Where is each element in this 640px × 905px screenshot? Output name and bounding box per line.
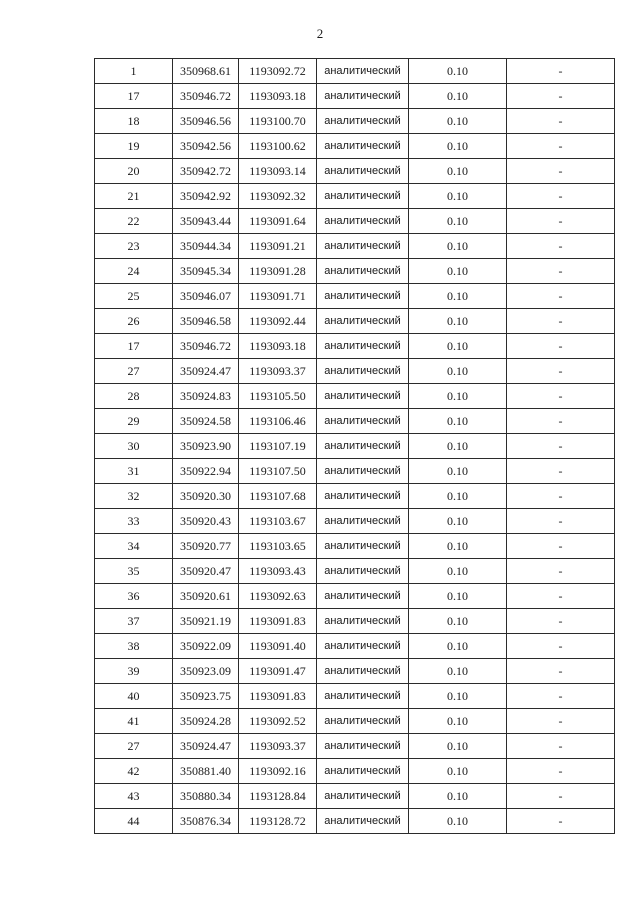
accuracy-cell: 0.10 (409, 159, 507, 184)
y-coordinate-cell: 1193093.37 (239, 359, 317, 384)
method-cell: аналитический (317, 609, 409, 634)
point-number-cell: 32 (95, 484, 173, 509)
note-cell: - (507, 109, 615, 134)
y-coordinate-cell: 1193107.68 (239, 484, 317, 509)
accuracy-cell: 0.10 (409, 284, 507, 309)
accuracy-cell: 0.10 (409, 559, 507, 584)
note-cell: - (507, 684, 615, 709)
y-coordinate-cell: 1193100.70 (239, 109, 317, 134)
table-row (95, 784, 615, 809)
note-cell: - (507, 209, 615, 234)
note-cell: - (507, 709, 615, 734)
table-row (95, 709, 615, 734)
y-coordinate-cell: 1193092.63 (239, 584, 317, 609)
point-number-cell: 26 (95, 309, 173, 334)
table-row (95, 134, 615, 159)
accuracy-cell: 0.10 (409, 134, 507, 159)
table-row (95, 609, 615, 634)
method-cell: аналитический (317, 434, 409, 459)
point-number-cell: 30 (95, 434, 173, 459)
table-row (95, 559, 615, 584)
note-cell: - (507, 284, 615, 309)
table-row (95, 509, 615, 534)
y-coordinate-cell: 1193093.14 (239, 159, 317, 184)
note-cell: - (507, 409, 615, 434)
method-cell: аналитический (317, 709, 409, 734)
accuracy-cell: 0.10 (409, 734, 507, 759)
table-row (95, 484, 615, 509)
y-coordinate-cell: 1193103.65 (239, 534, 317, 559)
accuracy-cell: 0.10 (409, 534, 507, 559)
note-cell: - (507, 359, 615, 384)
note-cell: - (507, 634, 615, 659)
method-cell: аналитический (317, 784, 409, 809)
method-cell: аналитический (317, 359, 409, 384)
page-number: 2 (316, 26, 324, 41)
point-number-cell: 21 (95, 184, 173, 209)
x-coordinate-cell: 350924.47 (173, 359, 239, 384)
point-number-cell: 35 (95, 559, 173, 584)
note-cell: - (507, 559, 615, 584)
method-cell: аналитический (317, 259, 409, 284)
note-cell: - (507, 484, 615, 509)
note-cell: - (507, 84, 615, 109)
table-row (95, 84, 615, 109)
accuracy-cell: 0.10 (409, 209, 507, 234)
point-number-cell: 17 (95, 84, 173, 109)
note-cell: - (507, 784, 615, 809)
note-cell: - (507, 384, 615, 409)
method-cell: аналитический (317, 684, 409, 709)
point-number-cell: 27 (95, 359, 173, 384)
point-number-cell: 27 (95, 734, 173, 759)
table-row (95, 434, 615, 459)
note-cell: - (507, 434, 615, 459)
table-row (95, 634, 615, 659)
point-number-cell: 39 (95, 659, 173, 684)
accuracy-cell: 0.10 (409, 784, 507, 809)
x-coordinate-cell: 350923.90 (173, 434, 239, 459)
x-coordinate-cell: 350924.28 (173, 709, 239, 734)
table-row (95, 334, 615, 359)
y-coordinate-cell: 1193091.28 (239, 259, 317, 284)
note-cell: - (507, 134, 615, 159)
x-coordinate-cell: 350920.43 (173, 509, 239, 534)
table-row (95, 684, 615, 709)
table-row (95, 109, 615, 134)
note-cell: - (507, 734, 615, 759)
table-row (95, 309, 615, 334)
accuracy-cell: 0.10 (409, 759, 507, 784)
note-cell: - (507, 259, 615, 284)
point-number-cell: 25 (95, 284, 173, 309)
table-row (95, 234, 615, 259)
point-number-cell: 24 (95, 259, 173, 284)
y-coordinate-cell: 1193092.52 (239, 709, 317, 734)
point-number-cell: 40 (95, 684, 173, 709)
accuracy-cell: 0.10 (409, 584, 507, 609)
table-row (95, 359, 615, 384)
method-cell: аналитический (317, 134, 409, 159)
note-cell: - (507, 59, 615, 84)
method-cell: аналитический (317, 559, 409, 584)
accuracy-cell: 0.10 (409, 434, 507, 459)
note-cell: - (507, 509, 615, 534)
point-number-cell: 28 (95, 384, 173, 409)
x-coordinate-cell: 350876.34 (173, 809, 239, 834)
accuracy-cell: 0.10 (409, 659, 507, 684)
accuracy-cell: 0.10 (409, 484, 507, 509)
y-coordinate-cell: 1193091.83 (239, 684, 317, 709)
y-coordinate-cell: 1193091.40 (239, 634, 317, 659)
accuracy-cell: 0.10 (409, 109, 507, 134)
x-coordinate-cell: 350924.58 (173, 409, 239, 434)
note-cell: - (507, 309, 615, 334)
x-coordinate-cell: 350924.83 (173, 384, 239, 409)
point-number-cell: 37 (95, 609, 173, 634)
point-number-cell: 18 (95, 109, 173, 134)
x-coordinate-cell: 350946.58 (173, 309, 239, 334)
accuracy-cell: 0.10 (409, 309, 507, 334)
y-coordinate-cell: 1193107.19 (239, 434, 317, 459)
method-cell: аналитический (317, 459, 409, 484)
y-coordinate-cell: 1193128.84 (239, 784, 317, 809)
method-cell: аналитический (317, 209, 409, 234)
point-number-cell: 29 (95, 409, 173, 434)
point-number-cell: 17 (95, 334, 173, 359)
x-coordinate-cell: 350920.47 (173, 559, 239, 584)
method-cell: аналитический (317, 84, 409, 109)
y-coordinate-cell: 1193092.72 (239, 59, 317, 84)
accuracy-cell: 0.10 (409, 809, 507, 834)
x-coordinate-cell: 350946.72 (173, 84, 239, 109)
point-number-cell: 31 (95, 459, 173, 484)
table-row (95, 409, 615, 434)
table-row (95, 284, 615, 309)
method-cell: аналитический (317, 759, 409, 784)
note-cell: - (507, 534, 615, 559)
method-cell: аналитический (317, 384, 409, 409)
y-coordinate-cell: 1193093.18 (239, 84, 317, 109)
coordinates-table (94, 58, 615, 834)
accuracy-cell: 0.10 (409, 59, 507, 84)
x-coordinate-cell: 350922.09 (173, 634, 239, 659)
table-row (95, 759, 615, 784)
accuracy-cell: 0.10 (409, 634, 507, 659)
x-coordinate-cell: 350920.77 (173, 534, 239, 559)
y-coordinate-cell: 1193093.37 (239, 734, 317, 759)
method-cell: аналитический (317, 109, 409, 134)
table-row (95, 734, 615, 759)
table-row (95, 59, 615, 84)
method-cell: аналитический (317, 334, 409, 359)
x-coordinate-cell: 350920.30 (173, 484, 239, 509)
note-cell: - (507, 184, 615, 209)
y-coordinate-cell: 1193091.47 (239, 659, 317, 684)
y-coordinate-cell: 1193091.83 (239, 609, 317, 634)
note-cell: - (507, 234, 615, 259)
method-cell: аналитический (317, 484, 409, 509)
table-row (95, 459, 615, 484)
x-coordinate-cell: 350922.94 (173, 459, 239, 484)
x-coordinate-cell: 350921.19 (173, 609, 239, 634)
table-row (95, 659, 615, 684)
point-number-cell: 33 (95, 509, 173, 534)
point-number-cell: 38 (95, 634, 173, 659)
point-number-cell: 19 (95, 134, 173, 159)
y-coordinate-cell: 1193128.72 (239, 809, 317, 834)
y-coordinate-cell: 1193091.21 (239, 234, 317, 259)
x-coordinate-cell: 350968.61 (173, 59, 239, 84)
accuracy-cell: 0.10 (409, 509, 507, 534)
accuracy-cell: 0.10 (409, 359, 507, 384)
y-coordinate-cell: 1193100.62 (239, 134, 317, 159)
point-number-cell: 22 (95, 209, 173, 234)
note-cell: - (507, 584, 615, 609)
x-coordinate-cell: 350945.34 (173, 259, 239, 284)
method-cell: аналитический (317, 809, 409, 834)
table-row (95, 384, 615, 409)
table-row (95, 184, 615, 209)
table-row (95, 209, 615, 234)
method-cell: аналитический (317, 409, 409, 434)
note-cell: - (507, 159, 615, 184)
note-cell: - (507, 659, 615, 684)
method-cell: аналитический (317, 184, 409, 209)
accuracy-cell: 0.10 (409, 409, 507, 434)
x-coordinate-cell: 350942.56 (173, 134, 239, 159)
point-number-cell: 1 (95, 59, 173, 84)
accuracy-cell: 0.10 (409, 259, 507, 284)
method-cell: аналитический (317, 159, 409, 184)
table-row (95, 159, 615, 184)
x-coordinate-cell: 350924.47 (173, 734, 239, 759)
method-cell: аналитический (317, 659, 409, 684)
y-coordinate-cell: 1193091.64 (239, 209, 317, 234)
y-coordinate-cell: 1193092.32 (239, 184, 317, 209)
method-cell: аналитический (317, 734, 409, 759)
table-row (95, 534, 615, 559)
y-coordinate-cell: 1193092.44 (239, 309, 317, 334)
x-coordinate-cell: 350920.61 (173, 584, 239, 609)
x-coordinate-cell: 350943.44 (173, 209, 239, 234)
point-number-cell: 36 (95, 584, 173, 609)
x-coordinate-cell: 350946.07 (173, 284, 239, 309)
method-cell: аналитический (317, 509, 409, 534)
accuracy-cell: 0.10 (409, 384, 507, 409)
note-cell: - (507, 459, 615, 484)
method-cell: аналитический (317, 534, 409, 559)
note-cell: - (507, 809, 615, 834)
y-coordinate-cell: 1193103.67 (239, 509, 317, 534)
x-coordinate-cell: 350946.72 (173, 334, 239, 359)
x-coordinate-cell: 350944.34 (173, 234, 239, 259)
note-cell: - (507, 334, 615, 359)
y-coordinate-cell: 1193093.18 (239, 334, 317, 359)
point-number-cell: 20 (95, 159, 173, 184)
point-number-cell: 42 (95, 759, 173, 784)
x-coordinate-cell: 350942.72 (173, 159, 239, 184)
point-number-cell: 23 (95, 234, 173, 259)
x-coordinate-cell: 350942.92 (173, 184, 239, 209)
accuracy-cell: 0.10 (409, 459, 507, 484)
method-cell: аналитический (317, 634, 409, 659)
method-cell: аналитический (317, 309, 409, 334)
accuracy-cell: 0.10 (409, 709, 507, 734)
y-coordinate-cell: 1193105.50 (239, 384, 317, 409)
point-number-cell: 41 (95, 709, 173, 734)
table-row (95, 584, 615, 609)
accuracy-cell: 0.10 (409, 84, 507, 109)
note-cell: - (507, 609, 615, 634)
point-number-cell: 34 (95, 534, 173, 559)
accuracy-cell: 0.10 (409, 334, 507, 359)
accuracy-cell: 0.10 (409, 609, 507, 634)
x-coordinate-cell: 350923.09 (173, 659, 239, 684)
method-cell: аналитический (317, 59, 409, 84)
method-cell: аналитический (317, 584, 409, 609)
table-row (95, 259, 615, 284)
method-cell: аналитический (317, 234, 409, 259)
y-coordinate-cell: 1193092.16 (239, 759, 317, 784)
y-coordinate-cell: 1193107.50 (239, 459, 317, 484)
accuracy-cell: 0.10 (409, 234, 507, 259)
method-cell: аналитический (317, 284, 409, 309)
table-row (95, 809, 615, 834)
y-coordinate-cell: 1193091.71 (239, 284, 317, 309)
y-coordinate-cell: 1193093.43 (239, 559, 317, 584)
accuracy-cell: 0.10 (409, 184, 507, 209)
x-coordinate-cell: 350881.40 (173, 759, 239, 784)
x-coordinate-cell: 350946.56 (173, 109, 239, 134)
coordinates-table-body (95, 59, 615, 834)
accuracy-cell: 0.10 (409, 684, 507, 709)
note-cell: - (507, 759, 615, 784)
x-coordinate-cell: 350923.75 (173, 684, 239, 709)
point-number-cell: 43 (95, 784, 173, 809)
y-coordinate-cell: 1193106.46 (239, 409, 317, 434)
x-coordinate-cell: 350880.34 (173, 784, 239, 809)
point-number-cell: 44 (95, 809, 173, 834)
